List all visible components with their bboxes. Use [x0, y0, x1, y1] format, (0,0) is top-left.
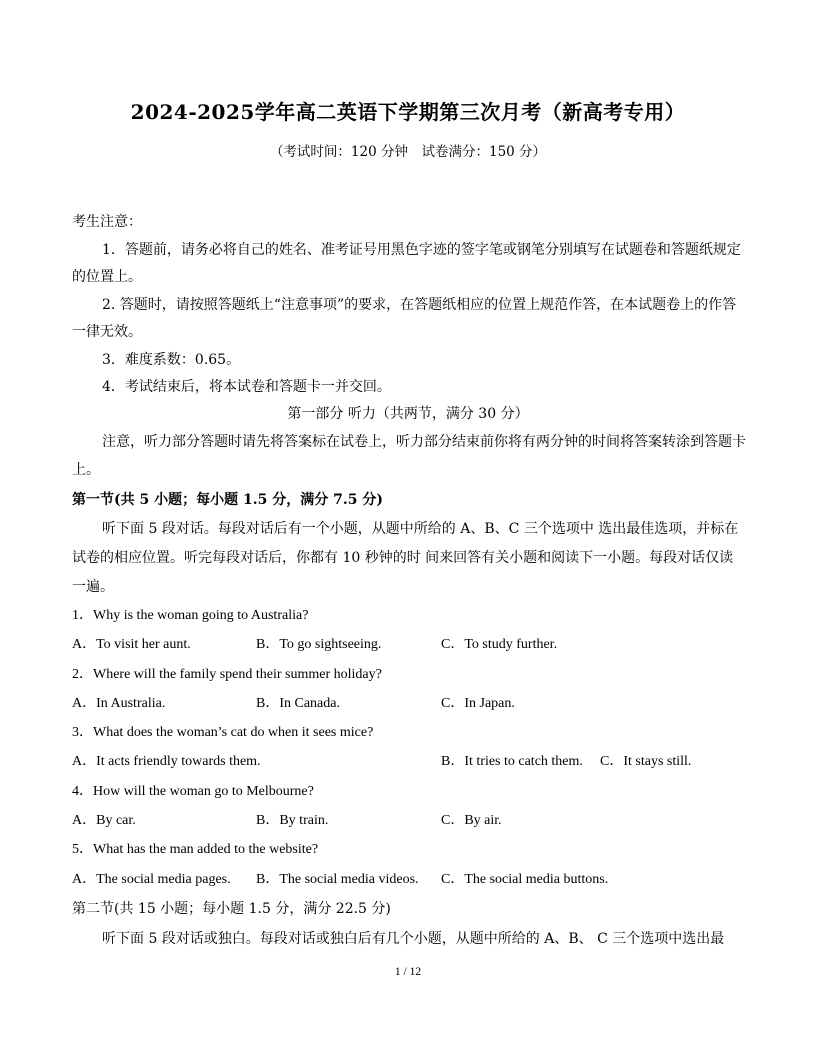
part1-note: 注意，听力部分答题时请先将答案标在试卷上，听力部分结束前你将有两分钟的时间将答案转涂到答题卡 [102, 434, 746, 450]
notice-heading: 考生注意： [72, 214, 142, 230]
question-2-option-a: A．In Australia. [72, 696, 166, 711]
question-4-stem: 4．How will the woman go to Melbourne? [72, 784, 314, 799]
part1-note-cont: 上。 [72, 462, 100, 478]
section1-instructions-cont: 试卷的相应位置。听完每段对话后，你都有 10 秒钟的时 间来回答有关小题和阅读下一小题。每段对话仅读 [72, 550, 734, 566]
notice-item-2-cont: 一律无效。 [72, 324, 142, 340]
notice-item-2: 2. 答题时，请按照答题纸上“注意事项”的要求，在答题纸相应的位置上规范作答，在本试题卷上的作答 [102, 297, 737, 313]
question-1-option-c: C．To study further. [441, 637, 558, 652]
question-5-stem: 5．What has the man added to the website? [72, 842, 319, 857]
notice-item-3: 3．难度系数：0.65。 [102, 352, 241, 368]
section1-heading: 第一节(共 5 小题；每小题 1.5 分，满分 7.5 分) [72, 492, 383, 508]
notice-item-1-cont: 的位置上。 [72, 269, 142, 285]
question-1-option-b: B．To go sightseeing. [256, 637, 382, 652]
question-3-option-a: A．It acts friendly towards them. [72, 754, 261, 769]
question-1-option-a: A．To visit her aunt. [72, 637, 191, 652]
page-title: 2024-2025学年高二英语下学期第三次月考（新高考专用） [130, 100, 686, 124]
notice-item-4: 4．考试结束后，将本试卷和答题卡一并交回。 [102, 379, 391, 395]
question-3-stem: 3．What does the woman’s cat do when it sees mice? [72, 725, 374, 740]
question-4-option-b: B．By train. [256, 813, 329, 828]
question-2-option-b: B．In Canada. [256, 696, 340, 711]
question-5-option-b: B．The social media videos. [256, 872, 419, 887]
question-5-option-a: A．The social media pages. [72, 872, 231, 887]
section1-instructions-cont-2: 一遍。 [72, 579, 114, 595]
section2-instructions: 听下面 5 段对话或独白。每段对话或独白后有几个小题，从题中所给的 A、B、 C 三个选项中选出最 [102, 931, 725, 947]
question-4-option-c: C．By air. [441, 813, 502, 828]
question-1-stem: 1．Why is the woman going to Australia? [72, 608, 309, 623]
question-3-option-b: B．It tries to catch them. [441, 754, 583, 769]
question-3-option-c: C．It stays still. [600, 754, 692, 769]
section2-heading: 第二节(共 15 小题；每小题 1.5 分，满分 22.5 分) [72, 901, 391, 917]
page-number: 1 / 12 [394, 966, 422, 978]
part1-heading: 第一部分 听力（共两节，满分 30 分） [287, 406, 529, 422]
question-2-option-c: C．In Japan. [441, 696, 515, 711]
question-4-option-a: A．By car. [72, 813, 136, 828]
question-5-option-c: C．The social media buttons. [441, 872, 609, 887]
question-2-stem: 2．Where will the family spend their summer holiday? [72, 667, 382, 682]
section1-instructions: 听下面 5 段对话。每段对话后有一个小题，从题中所给的 A、B、C 三个选项中 选出最佳选项，并标在 [102, 521, 739, 537]
exam-time-info: （考试时间：120 分钟 试卷满分：150 分） [269, 144, 547, 160]
notice-item-1: 1．答题前，请务必将自己的姓名、准考证号用黑色字迹的签字笔或钢笔分别填写在试题卷和答题纸规定 [102, 242, 741, 258]
